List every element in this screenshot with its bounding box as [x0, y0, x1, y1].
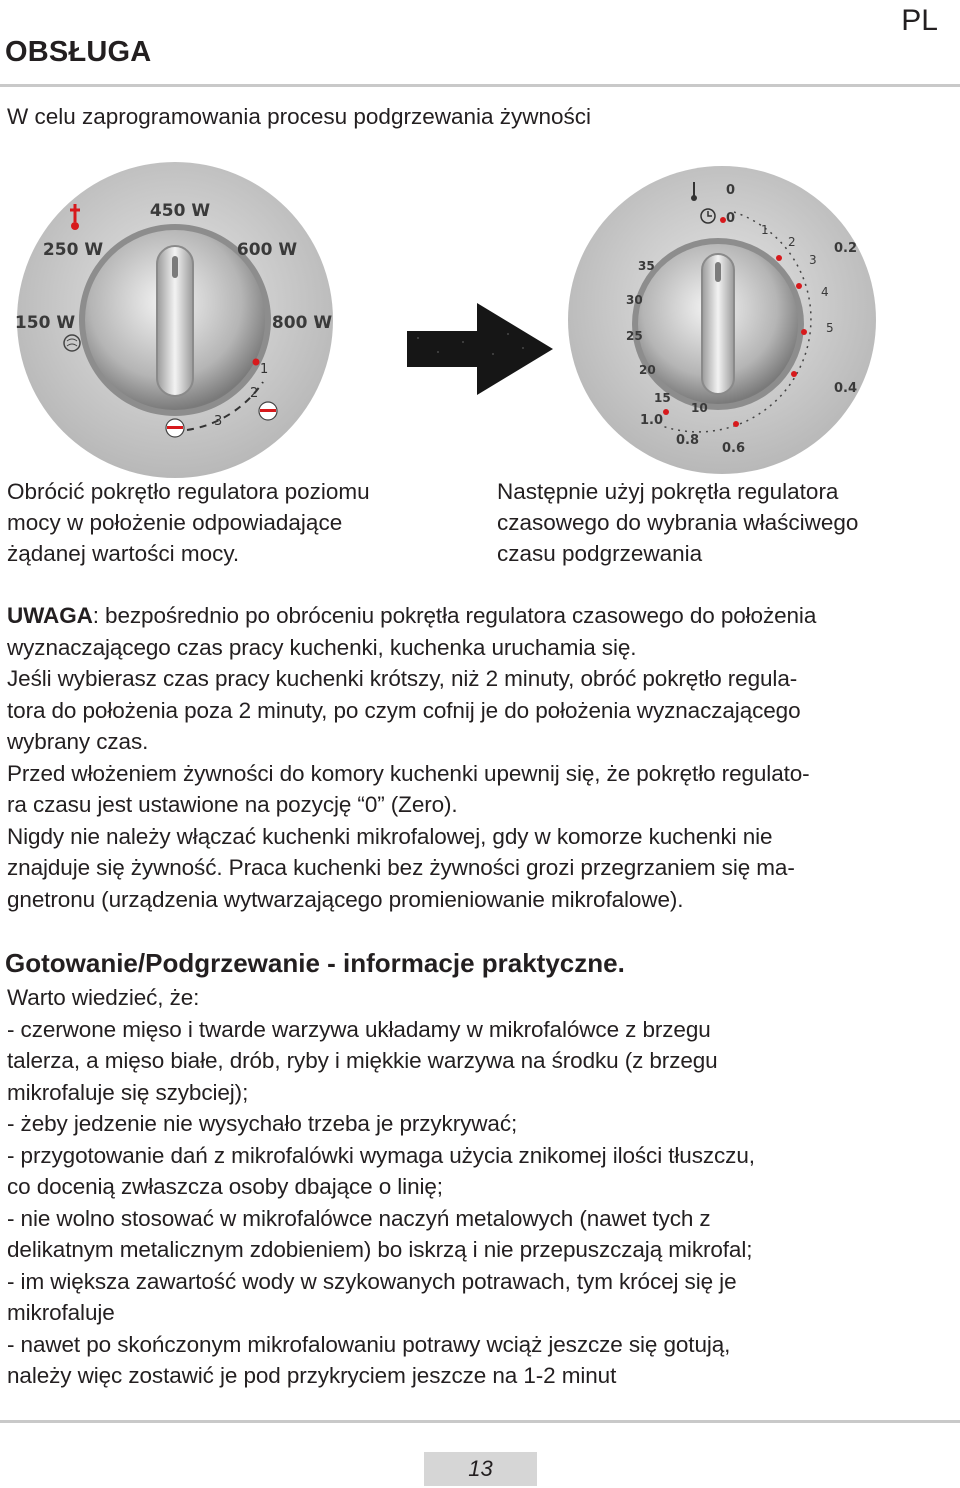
power-mark-1: 1 — [260, 362, 269, 377]
section-title: OBSŁUGA — [5, 36, 152, 68]
grill-icon-left — [166, 419, 184, 437]
timer-label-30: 30 — [626, 293, 643, 307]
timer-label-25: 25 — [626, 329, 643, 343]
tips-line: - przygotowanie dań z mikrofalówki wymaga użycia znikomej ilości tłuszczu, — [7, 1142, 755, 1168]
caption-line: Obrócić pokrętło regulatora poziomu — [7, 479, 370, 504]
warning-line: wybrany czas. — [7, 729, 149, 754]
warning-line: znajduje się żywność. Praca kuchenki bez żywności grozi przegrzaniem się ma- — [7, 855, 795, 880]
warning-line: ra czasu jest ustawione na pozycję “0” (Zero). — [7, 792, 458, 817]
warning-line: Nigdy nie należy włączać kuchenki mikrofalowej, gdy w komorze kuchenki nie — [7, 823, 773, 849]
tips-line: należy więc zostawić je pod przykryciem jeszcze na 1-2 minut — [7, 1363, 617, 1388]
timer-label-1: 1 — [761, 223, 769, 237]
power-red-dot — [253, 359, 260, 366]
tips-list — [7, 982, 955, 1392]
warning-line: tora do położenia poza 2 minuty, po czym cofnij je do położenia wyznaczającego — [7, 697, 801, 723]
timer-label-35: 35 — [638, 259, 655, 273]
right-arrow-icon — [407, 303, 553, 395]
tips-line: - żeby jedzenie nie wysychało trzeba je przykrywać; — [7, 1111, 518, 1136]
timer-label-3: 3 — [809, 253, 817, 267]
grill-icon-right — [259, 402, 277, 420]
timer-label-0-8: 0.8 — [676, 433, 700, 448]
timer-dial-image — [566, 164, 878, 476]
tips-line: delikatnym metalicznym zdobieniem) bo iskrzą i nie przepuszczają mikrofal; — [7, 1237, 753, 1262]
footer-divider — [0, 1420, 960, 1423]
power-dial-caption — [7, 476, 457, 569]
tips-line: - im większa zawartość wody w szykowanych potrawach, tym krócej się je — [7, 1268, 737, 1294]
power-label-250: 250 W — [42, 240, 104, 260]
tips-line: Warto wiedzieć, że: — [7, 985, 200, 1010]
tips-line: mikrofaluje — [7, 1300, 115, 1325]
tips-line: - nie wolno stosować w mikrofalówce naczyń metalowych (nawet tych z — [7, 1205, 711, 1231]
warning-line: : bezpośrednio po obróceniu pokrętła regulatora czasowego do położenia — [92, 603, 817, 628]
timer-label-10: 10 — [691, 401, 708, 415]
warning-paragraph — [7, 600, 955, 915]
timer-label-0-4: 0.4 — [834, 381, 858, 396]
warning-line: wyznaczającego czas pracy kuchenki, kuchenka uruchamia się. — [7, 634, 637, 660]
tips-line: - nawet po skończonym mikrofalowaniu potrawy wciąż jeszcze się gotują, — [7, 1331, 731, 1357]
tips-line: co docenią zwłaszcza osoby dbające o linię; — [7, 1174, 443, 1199]
tips-line: mikrofaluje się szybciej); — [7, 1079, 249, 1105]
power-label-450: 450 W — [149, 201, 211, 221]
caption-line: żądanej wartości mocy. — [7, 541, 240, 566]
warning-line: Przed włożeniem żywności do komory kuchenki upewnij się, że pokrętło regulato- — [7, 760, 810, 786]
timer-label-0-2: 0.2 — [834, 241, 858, 256]
power-label-800: 800 W — [271, 313, 333, 333]
tips-line: - czerwone mięso i twarde warzywa układamy w mikrofalówce z brzegu — [7, 1016, 711, 1042]
page-number: 13 — [424, 1452, 537, 1486]
timer-label-0-6: 0.6 — [722, 441, 746, 456]
timer-label-15: 15 — [654, 391, 671, 405]
caption-line: mocy w położenie odpowiadające — [7, 510, 343, 535]
power-mark-2: 2 — [250, 386, 259, 401]
timer-label-1-0: 1.0 — [640, 413, 664, 428]
timer-label-5: 5 — [826, 321, 834, 335]
knob-pointer — [172, 256, 178, 278]
header-divider — [0, 84, 960, 87]
tips-line: talerza, a mięso białe, drób, ryby i miękkie warzywa na środku (z brzegu — [7, 1048, 718, 1073]
intro-text: W celu zaprogramowania procesu podgrzewania żywności — [7, 104, 592, 129]
power-label-600: 600 W — [236, 240, 298, 260]
warning-line: Jeśli wybierasz czas pracy kuchenki krótszy, niż 2 minuty, obróć pokrętło regula- — [7, 666, 798, 691]
timer-label-20: 20 — [639, 363, 656, 377]
caption-line: Następnie użyj pokrętła regulatora — [497, 479, 839, 504]
power-label-150: 150 W — [15, 313, 76, 333]
timer-label-4: 4 — [821, 285, 829, 299]
timer-label-2: 2 — [788, 235, 796, 249]
tips-heading: Gotowanie/Podgrzewanie - informacje praktyczne. — [5, 948, 625, 978]
power-mark-3: 3 — [214, 414, 223, 429]
power-level-dial-image — [15, 160, 335, 480]
warning-label: UWAGA — [7, 603, 93, 628]
timer-label-0: 0 — [726, 211, 736, 226]
knob-pointer — [715, 262, 721, 282]
timer-label-0-top: 0 — [726, 183, 736, 198]
warning-line: gnetronu (urządzenia wytwarzającego promieniowanie mikrofalowe). — [7, 886, 684, 912]
caption-line: czasu podgrzewania — [497, 541, 703, 566]
language-code: PL — [901, 4, 938, 37]
timer-dial-caption — [497, 476, 947, 569]
caption-line: czasowego do wybrania właściwego — [497, 510, 859, 535]
